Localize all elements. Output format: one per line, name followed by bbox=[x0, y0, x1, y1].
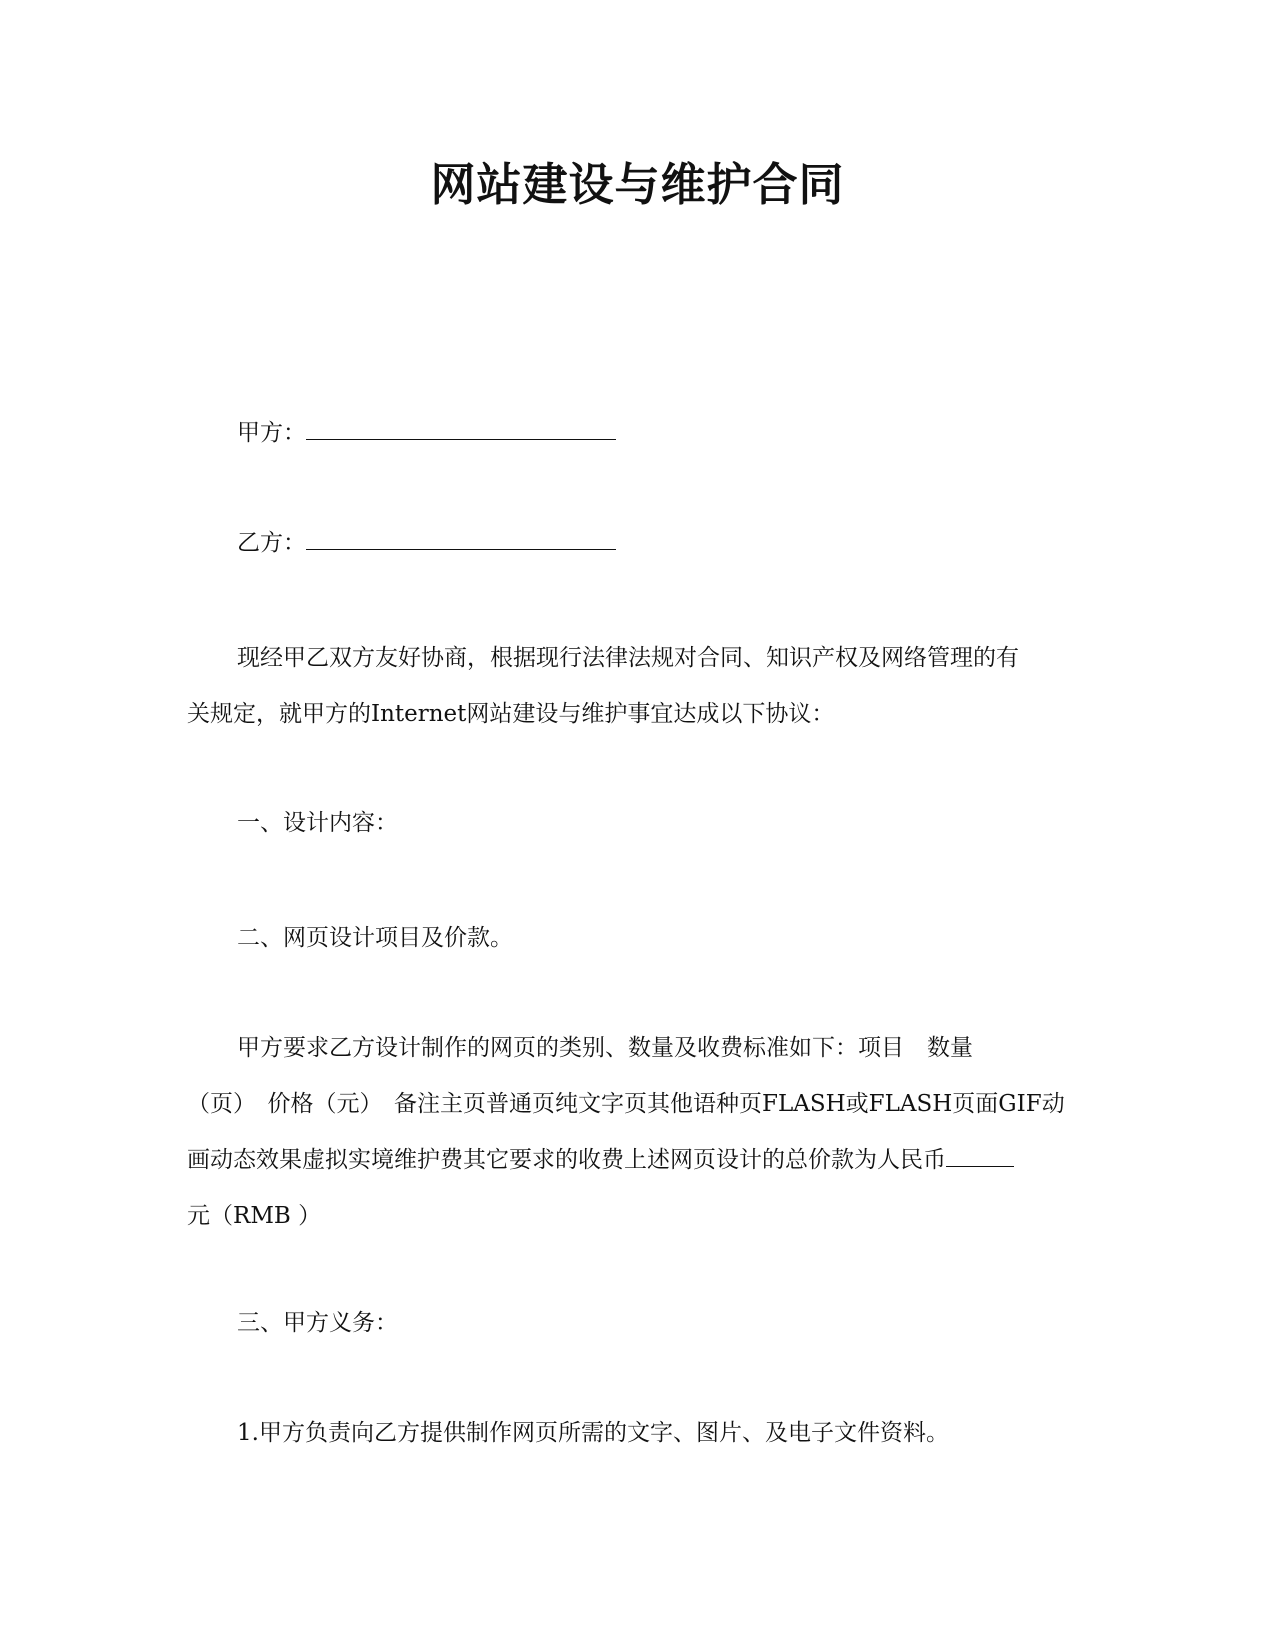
pricing-line-3 bbox=[187, 1132, 1087, 1188]
price-blank bbox=[946, 1148, 1014, 1167]
pricing-line-2: （页） 价格（元） 备注主页普通页纯文字页其他语种页FLASH或FLASH页面GIF动 bbox=[187, 1091, 1065, 1117]
party-b-blank bbox=[306, 531, 616, 550]
pricing-paragraph bbox=[187, 1020, 1087, 1244]
party-b-label: 乙方： bbox=[237, 530, 306, 556]
intro-line-1: 现经甲乙双方友好协商，根据现行法律法规对合同、知识产权及网络管理的有 bbox=[237, 645, 1019, 671]
pricing-line-4: 元（RMB ） bbox=[187, 1203, 322, 1229]
party-a-line bbox=[237, 405, 616, 461]
section-1-heading: 一、设计内容： bbox=[237, 810, 398, 836]
section-3-heading: 三、甲方义务： bbox=[237, 1310, 398, 1336]
intro-line-2: 关规定，就甲方的Internet网站建设与维护事宜达成以下协议： bbox=[187, 701, 835, 727]
party-a-label: 甲方： bbox=[237, 420, 306, 446]
party-a-blank bbox=[306, 421, 616, 440]
section-2-heading: 二、网页设计项目及价款。 bbox=[237, 925, 513, 951]
item-1-text: 1.甲方负责向乙方提供制作网页所需的文字、图片、及电子文件资料。 bbox=[237, 1420, 949, 1446]
pricing-line-1: 甲方要求乙方设计制作的网页的类别、数量及收费标准如下：项目 数量 bbox=[237, 1035, 973, 1061]
document-title: 网站建设与维护合同 bbox=[430, 158, 845, 211]
intro-paragraph bbox=[187, 630, 1087, 742]
pricing-line-3-text: 画动态效果虚拟实境维护费其它要求的收费上述网页设计的总价款为人民币 bbox=[187, 1147, 946, 1173]
party-b-line bbox=[237, 515, 616, 571]
